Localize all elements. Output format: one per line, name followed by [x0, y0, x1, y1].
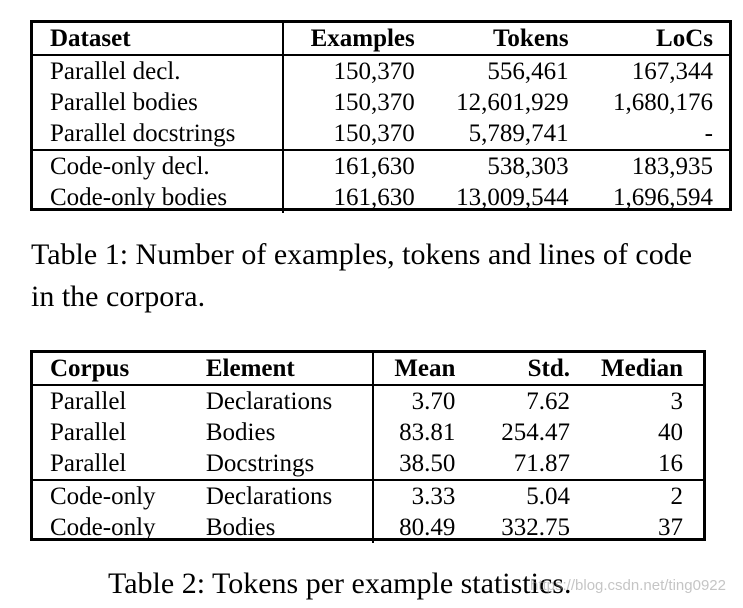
cell-dataset: Parallel decl.: [33, 55, 283, 87]
table-row: [33, 150, 729, 182]
table-row: [33, 385, 703, 417]
cell-corpus: Code-only: [50, 483, 156, 510]
table-row: [33, 118, 729, 150]
header-std: Std.: [527, 355, 570, 382]
cell-element: Declarations: [206, 385, 373, 417]
cell-median: 37: [658, 514, 683, 541]
cell-locs: 183,935: [631, 153, 713, 180]
table-2-token-statistics: [30, 350, 706, 541]
cell-mean: 38.50: [399, 450, 456, 477]
cell-median: 2: [670, 483, 683, 510]
cell-corpus: Code-only: [50, 514, 156, 541]
table-row: [33, 55, 729, 87]
cell-element: Bodies: [206, 512, 373, 543]
cell-tokens: 538,303: [487, 153, 569, 180]
header-dataset: Dataset: [33, 23, 283, 55]
cell-tokens: 556,461: [487, 58, 569, 85]
cell-dataset: Code-only decl.: [33, 150, 283, 182]
cell-examples: 161,630: [333, 153, 415, 180]
cell-examples: 150,370: [333, 89, 415, 116]
cell-corpus: Parallel: [50, 450, 127, 477]
cell-std: 7.62: [526, 388, 570, 415]
cell-median: 16: [658, 450, 683, 477]
table-row: [33, 87, 729, 118]
cell-mean: 83.81: [399, 419, 456, 446]
cell-tokens: 5,789,741: [468, 120, 569, 147]
table-1-dataset-statistics: [30, 20, 732, 211]
cell-element: Bodies: [206, 417, 373, 448]
header-tokens: Tokens: [493, 25, 569, 52]
cell-dataset: Parallel bodies: [33, 87, 283, 118]
cell-examples: 161,630: [333, 184, 415, 211]
header-examples: Examples: [310, 25, 415, 52]
cell-dataset: Code-only bodies: [33, 182, 283, 213]
cell-element: Declarations: [206, 480, 373, 512]
table-row: [33, 512, 703, 543]
cell-locs: 1,680,176: [613, 89, 713, 116]
table-row: [33, 448, 703, 480]
header-mean: Mean: [394, 355, 456, 382]
cell-dataset: Parallel docstrings: [33, 118, 283, 150]
cell-mean: 3.70: [411, 388, 456, 415]
header-corpus: Corpus: [50, 355, 130, 382]
header-median: Median: [601, 355, 683, 382]
cell-locs: 167,344: [631, 58, 713, 85]
table-row: [33, 182, 729, 213]
cell-std: 71.87: [513, 450, 570, 477]
cell-std: 254.47: [501, 419, 570, 446]
cell-tokens: 12,601,929: [456, 89, 569, 116]
table-header-row: [33, 23, 729, 55]
cell-median: 40: [658, 419, 683, 446]
cell-std: 5.04: [526, 483, 570, 510]
watermark: https://blog.csdn.net/ting0922: [530, 577, 726, 594]
cell-examples: 150,370: [333, 58, 415, 85]
cell-examples: 150,370: [333, 120, 415, 147]
table-1-caption: Table 1: Number of examples, tokens and lines of code in the corpora.: [31, 238, 693, 313]
table-row: [33, 417, 703, 448]
cell-locs: -: [704, 120, 713, 147]
table-row: [33, 480, 703, 512]
cell-corpus: Parallel: [50, 388, 127, 415]
cell-tokens: 13,009,544: [456, 184, 569, 211]
cell-corpus: Parallel: [50, 419, 127, 446]
table-header-row: [33, 353, 703, 385]
table-2-caption: Table 2: Tokens per example statistics.: [108, 567, 572, 600]
cell-locs: 1,696,594: [613, 184, 713, 211]
header-element: Element: [206, 353, 373, 385]
header-locs: LoCs: [656, 25, 713, 52]
cell-mean: 80.49: [399, 514, 456, 541]
cell-element: Docstrings: [206, 448, 373, 480]
cell-median: 3: [670, 388, 683, 415]
cell-mean: 3.33: [411, 483, 456, 510]
cell-std: 332.75: [501, 514, 570, 541]
